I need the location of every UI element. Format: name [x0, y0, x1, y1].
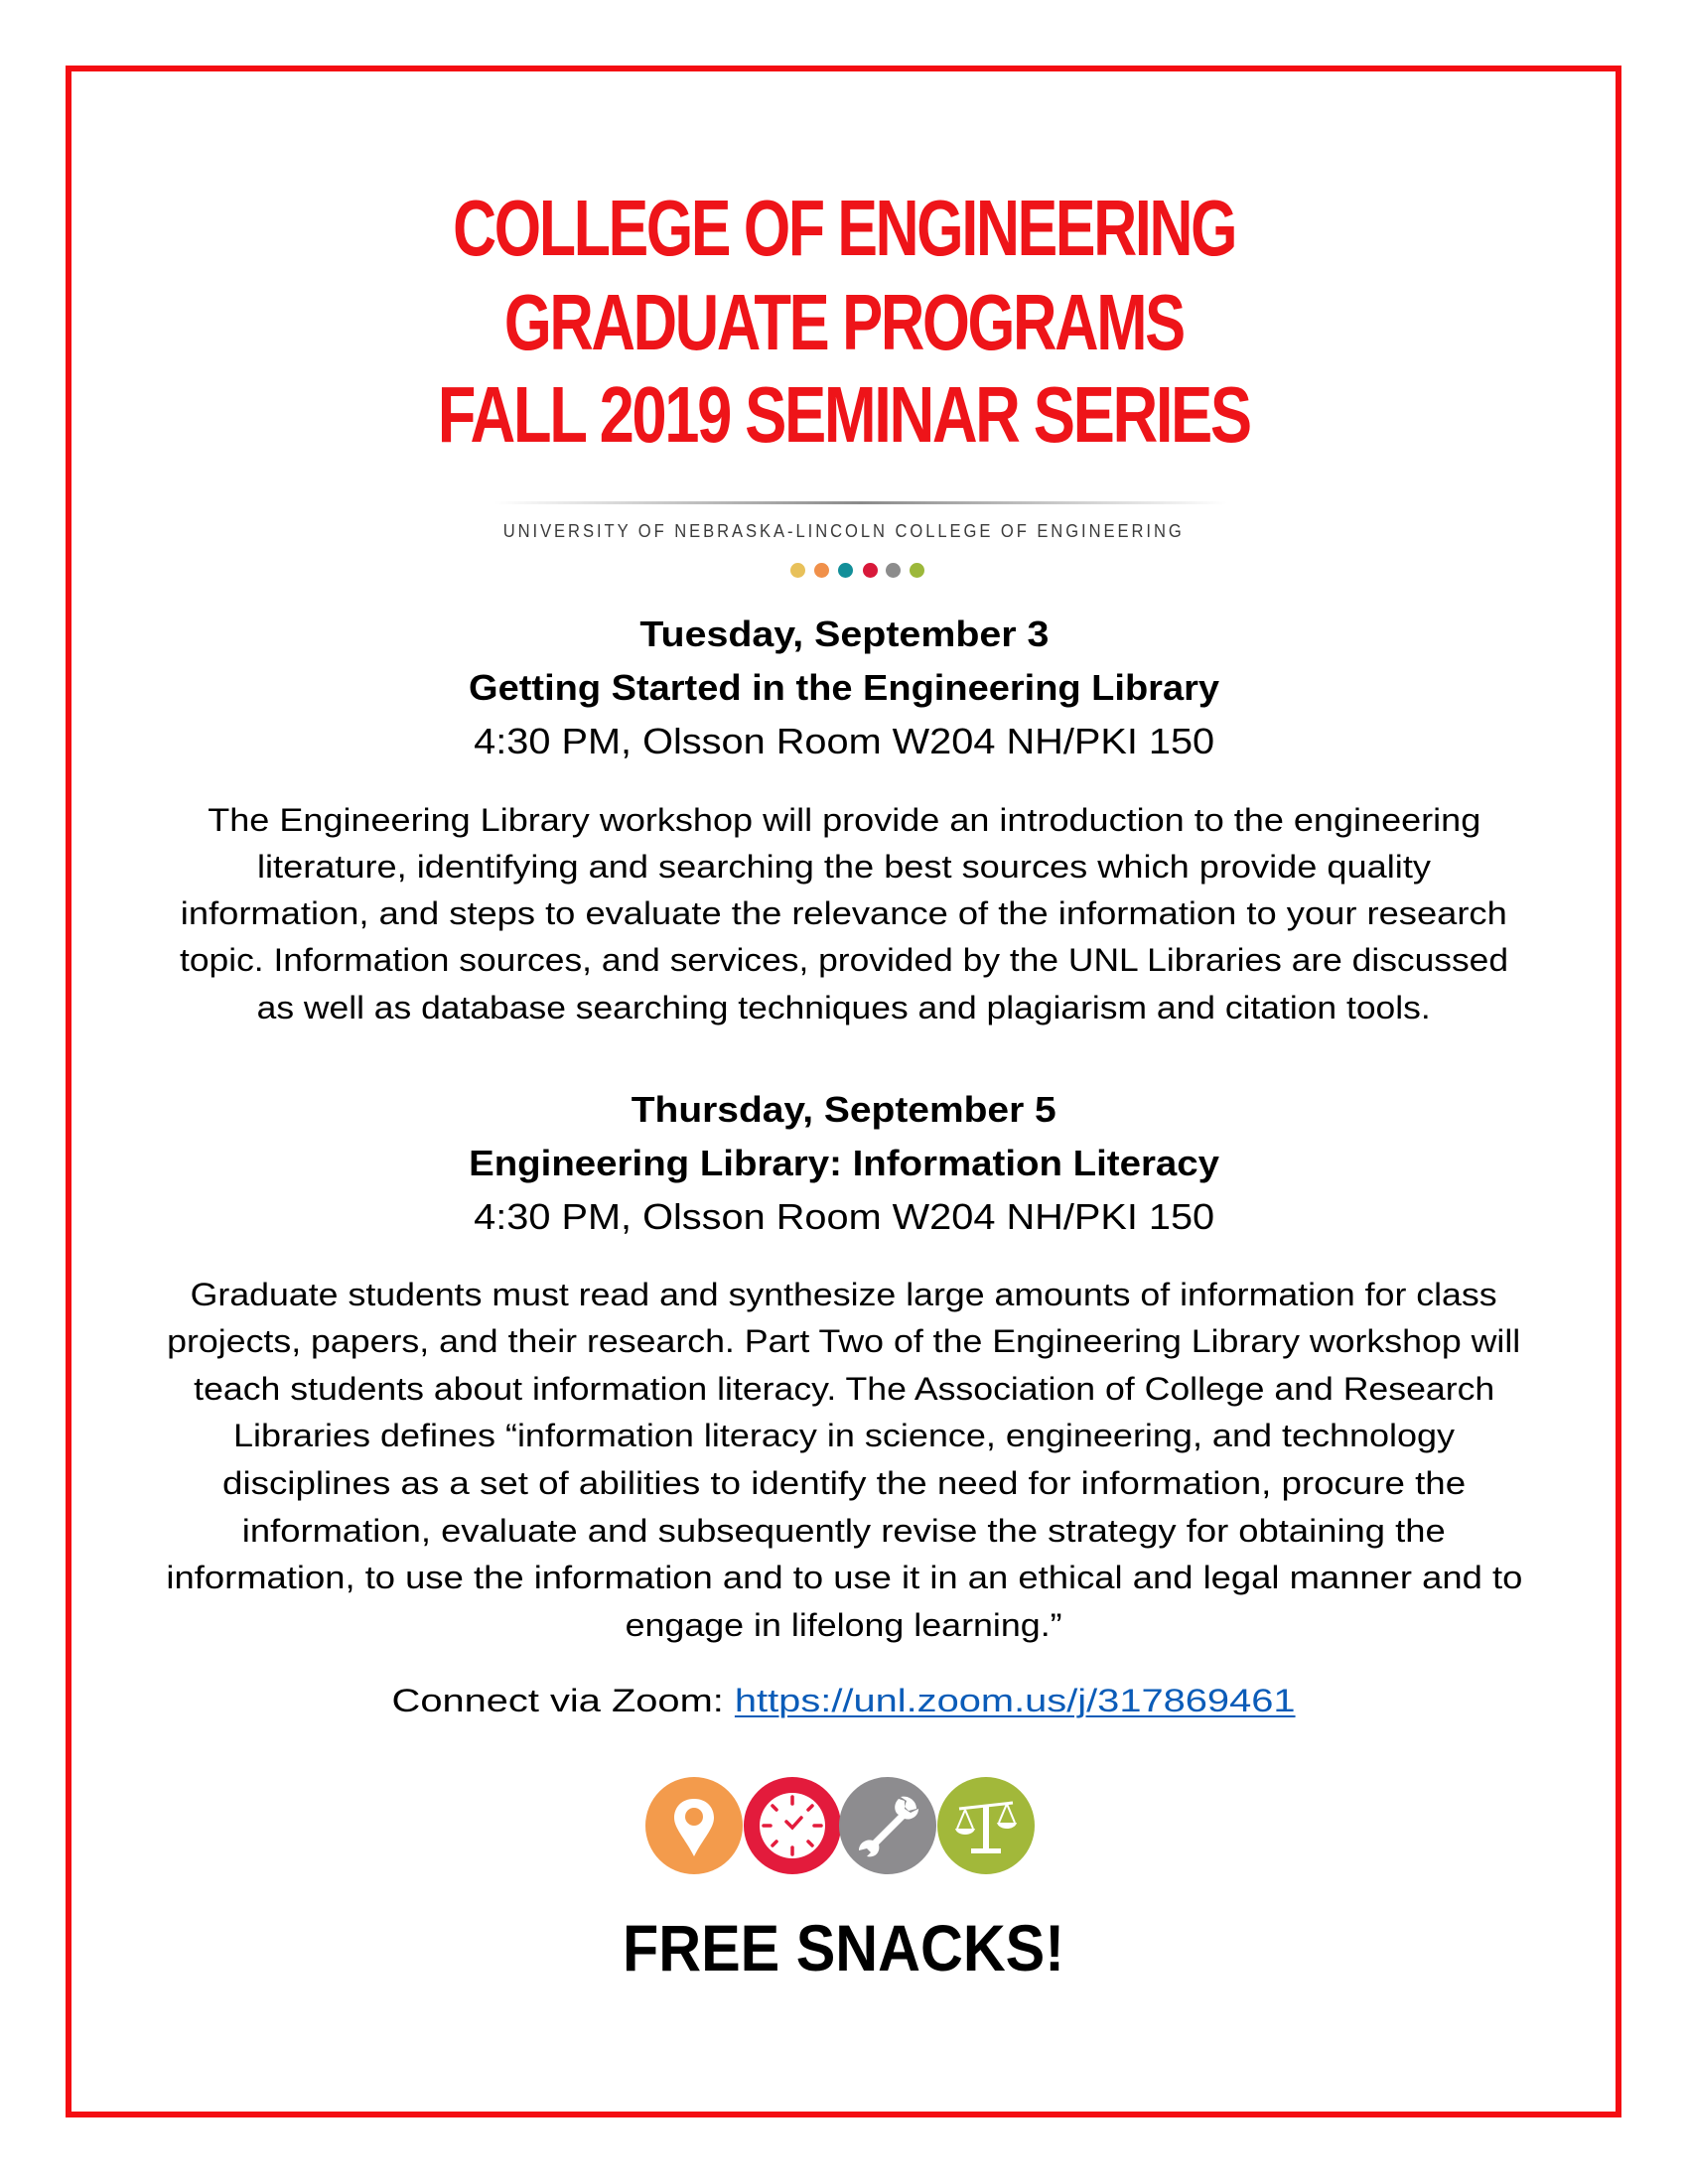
logo-text-row — [0, 522, 1688, 541]
event-2-date-row — [0, 1089, 1688, 1130]
title-line-1: COLLEGE OF ENGINEERING — [452, 184, 1236, 272]
event-2-description-line: engage in lifelong learning.” — [625, 1607, 1062, 1643]
event-2-desc-row — [0, 1420, 1688, 1451]
event-1-title: Getting Started in the Engineering Library — [469, 667, 1219, 708]
event-2-desc-row — [0, 1515, 1688, 1547]
event-1-date: Tuesday, September 3 — [638, 614, 1050, 654]
event-1-description-line: literature, identifying and searching the best sources which provide quality — [256, 849, 1431, 885]
free-snacks-row — [0, 1911, 1688, 1984]
event-1-description-line: information, and steps to evaluate the relevance of the information to your research — [181, 895, 1507, 931]
location-pin-icon — [645, 1777, 743, 1874]
event-2-desc-row — [0, 1279, 1688, 1310]
logo-dots — [0, 563, 1688, 579]
logo-dot — [838, 563, 853, 578]
event-1-description-line: The Engineering Library workshop will provide an introduction to the engineering — [207, 802, 1480, 838]
event-2-desc-row — [0, 1467, 1688, 1499]
event-1-title-row — [0, 667, 1688, 708]
connect-label: Connect via Zoom: — [392, 1683, 736, 1718]
event-1-description-line: topic. Information sources, and services, provided by the UNL Libraries are discussed — [180, 942, 1508, 978]
icon-row — [0, 1777, 1688, 1876]
event-2-desc-row — [0, 1609, 1688, 1641]
event-1-description-line: as well as database searching techniques and plagiarism and citation tools. — [256, 990, 1432, 1025]
event-2-description-line: Libraries defines “information literacy in science, engineering, and technology — [232, 1418, 1456, 1453]
event-2-title: Engineering Library: Information Literacy — [469, 1143, 1219, 1183]
event-2-location-row — [0, 1196, 1688, 1237]
zoom-meeting-link[interactable]: https://unl.zoom.us/j/317869461 — [735, 1683, 1296, 1718]
event-2-desc-row — [0, 1325, 1688, 1357]
event-2-description-line: teach students about information literacy. The Association of College and Research — [193, 1371, 1495, 1407]
event-1-time-location: 4:30 PM, Olsson Room W204 NH/PKI 150 — [473, 721, 1215, 761]
event-2-date: Thursday, September 5 — [631, 1089, 1057, 1130]
event-2-description-line: information, evaluate and subsequently revise the strategy for obtaining the — [242, 1513, 1446, 1549]
logo-dot — [910, 563, 924, 578]
logo-dot — [886, 563, 901, 578]
title-line-2: GRADUATE PROGRAMS — [503, 278, 1185, 366]
event-2-description-line: projects, papers, and their research. Part Two of the Engineering Library workshop will — [167, 1323, 1521, 1359]
connect-row — [0, 1685, 1688, 1716]
logo-divider — [494, 501, 1227, 504]
logo-dot — [790, 563, 805, 578]
event-2-title-row — [0, 1143, 1688, 1183]
title-line-3-row — [0, 370, 1688, 459]
title-line-2-row — [0, 278, 1688, 366]
event-1-desc-row — [0, 944, 1688, 976]
connect-line — [392, 1685, 1296, 1716]
scales-icon — [937, 1777, 1035, 1874]
title-line-1-row — [0, 184, 1688, 272]
event-1-desc-row — [0, 992, 1688, 1024]
title-line-3: FALL 2019 SEMINAR SERIES — [437, 370, 1251, 459]
free-snacks-callout: FREE SNACKS! — [623, 1911, 1065, 1984]
wrench-icon — [839, 1777, 936, 1874]
event-1-date-row — [0, 616, 1688, 652]
logo-dot — [863, 563, 878, 578]
event-1-desc-row — [0, 804, 1688, 836]
event-2-description-line: Graduate students must read and synthesize large amounts of information for class — [191, 1277, 1497, 1312]
event-2-description-line: information, to use the information and to use it in an ethical and legal manner and to — [166, 1560, 1522, 1595]
unl-logo-text: UNIVERSITY OF NEBRASKA-LINCOLN COLLEGE OF ENGINEERING — [503, 521, 1185, 541]
clock-icon — [744, 1777, 841, 1874]
logo-dot — [814, 563, 829, 578]
event-2-desc-row — [0, 1562, 1688, 1593]
event-1-desc-row — [0, 897, 1688, 929]
event-1-desc-row — [0, 851, 1688, 883]
event-2-time-location: 4:30 PM, Olsson Room W204 NH/PKI 150 — [473, 1196, 1215, 1237]
event-2-desc-row — [0, 1373, 1688, 1405]
event-1-location-row — [0, 721, 1688, 761]
event-2-description-line: disciplines as a set of abilities to identify the need for information, procure the — [221, 1465, 1467, 1501]
